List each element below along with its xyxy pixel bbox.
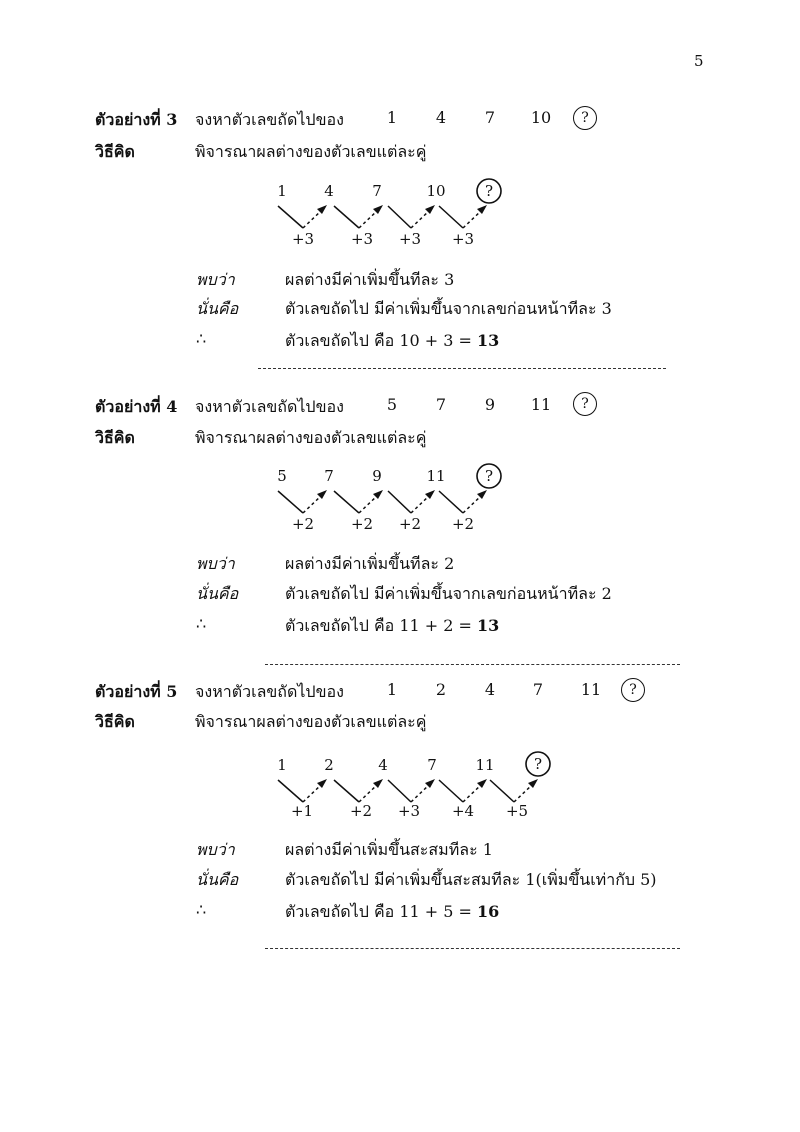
sequence-number: 2 — [324, 756, 334, 774]
arrow-heads — [317, 779, 538, 788]
sequence-number: 1 — [386, 108, 398, 127]
method-text: พิจารณาผลต่างของตัวเลขแต่ละคู่ — [195, 142, 427, 161]
method-text: พิจารณาผลต่างของตัวเลขแต่ละคู่ — [195, 428, 427, 447]
question-circle-icon — [477, 464, 501, 488]
answer: 13 — [477, 616, 500, 635]
difference-label: +2 — [451, 515, 475, 533]
found-label: พบว่า — [196, 270, 235, 289]
that-is-label: นั่นคือ — [196, 299, 239, 318]
dashed-arrows — [303, 784, 533, 802]
sequence-number: 10 — [530, 108, 552, 127]
difference-diagram — [0, 750, 800, 820]
sequence-number: 5 — [386, 395, 398, 414]
question-circle-icon: ? — [573, 392, 597, 416]
solid-lines — [278, 206, 463, 228]
sequence-number: 7 — [435, 395, 447, 414]
found-text: ผลต่างมีค่าเพิ่มขึ้นสะสมทีละ 1 — [285, 840, 493, 859]
separator-line — [265, 948, 680, 949]
sequence-number: 1 — [277, 756, 287, 774]
difference-label: +2 — [349, 802, 373, 820]
page-number: 5 — [694, 52, 704, 70]
solid-lines — [278, 491, 463, 513]
difference-label: +3 — [397, 802, 421, 820]
sequence-number: 11 — [426, 467, 446, 485]
sequence-number: 7 — [484, 108, 496, 127]
difference-label: +2 — [350, 515, 374, 533]
difference-label: +3 — [398, 230, 422, 248]
sequence-number: 11 — [530, 395, 552, 414]
question-circle-icon — [526, 752, 550, 776]
example-label: ตัวอย่างที่ 5 — [95, 682, 178, 701]
question-circle-icon: ? — [621, 678, 645, 702]
therefore-line: ตัวเลขถัดไป คือ 11 + 5 = 16 — [285, 902, 500, 921]
sequence-number: 4 — [435, 108, 447, 127]
difference-label: +3 — [291, 230, 315, 248]
question-text: จงหาตัวเลขถัดไปของ — [195, 110, 344, 129]
example-label: ตัวอย่างที่ 3 — [95, 110, 178, 129]
sequence-number: 7 — [324, 467, 334, 485]
sequence-number: 4 — [484, 680, 496, 699]
question-circle-icon: ? — [573, 106, 597, 130]
found-label: พบว่า — [196, 554, 235, 573]
separator-line — [265, 664, 680, 665]
separator-line — [258, 368, 666, 369]
example-label: ตัวอย่างที่ 4 — [95, 397, 178, 416]
sequence-number: 11 — [580, 680, 602, 699]
therefore-symbol: ∴ — [196, 614, 207, 633]
method-label: วิธีคิด — [95, 428, 135, 447]
question-text: จงหาตัวเลขถัดไปของ — [195, 397, 344, 416]
dashed-arrows — [303, 210, 482, 228]
that-is-text: ตัวเลขถัดไป มีค่าเพิ่มขึ้นสะสมทีละ 1(เพิ่มขึ้นเท่ากับ 5) — [285, 870, 657, 889]
sequence-number: 11 — [475, 756, 495, 774]
therefore-line: ตัวเลขถัดไป คือ 10 + 3 = 13 — [285, 331, 500, 350]
question-text: จงหาตัวเลขถัดไปของ — [195, 682, 344, 701]
found-label: พบว่า — [196, 840, 235, 859]
number-row — [277, 756, 494, 774]
sequence-number: 7 — [532, 680, 544, 699]
that-is-label: นั่นคือ — [196, 870, 239, 889]
difference-label: +2 — [398, 515, 422, 533]
method-text: พิจารณาผลต่างของตัวเลขแต่ละคู่ — [195, 712, 427, 731]
difference-label: +2 — [291, 515, 315, 533]
difference-row — [292, 230, 474, 248]
method-label: วิธีคิด — [95, 712, 135, 731]
difference-label: +3 — [451, 230, 475, 248]
svg-text:?: ? — [484, 467, 494, 485]
number-row — [277, 467, 445, 485]
that-is-text: ตัวเลขถัดไป มีค่าเพิ่มขึ้นจากเลขก่อนหน้าทีละ 2 — [285, 584, 612, 603]
method-label: วิธีคิด — [95, 142, 135, 161]
that-is-text: ตัวเลขถัดไป มีค่าเพิ่มขึ้นจากเลขก่อนหน้าทีละ 3 — [285, 299, 612, 318]
therefore-symbol: ∴ — [196, 900, 207, 919]
difference-label: +4 — [451, 802, 475, 820]
sequence-number: 9 — [484, 395, 496, 414]
svg-text:?: ? — [484, 182, 494, 200]
difference-label: +5 — [505, 802, 529, 820]
answer: 16 — [477, 902, 500, 921]
sequence-number: 1 — [386, 680, 398, 699]
svg-text:?: ? — [533, 755, 543, 773]
difference-row — [291, 802, 528, 820]
answer: 13 — [477, 331, 500, 350]
sequence-number: 5 — [277, 467, 287, 485]
sequence-number: 4 — [378, 756, 388, 774]
dashed-arrows — [303, 495, 482, 513]
sequence-number: 7 — [427, 756, 437, 774]
therefore-line: ตัวเลขถัดไป คือ 11 + 2 = 13 — [285, 616, 500, 635]
that-is-label: นั่นคือ — [196, 584, 239, 603]
found-text: ผลต่างมีค่าเพิ่มขึ้นทีละ 2 — [285, 554, 455, 573]
sequence-number: 7 — [372, 182, 382, 200]
difference-diagram — [0, 176, 800, 246]
sequence-number: 1 — [277, 182, 287, 200]
difference-label: +3 — [350, 230, 374, 248]
difference-label: +1 — [290, 802, 314, 820]
sequence-number: 2 — [435, 680, 447, 699]
sequence-number: 4 — [324, 182, 334, 200]
found-text: ผลต่างมีค่าเพิ่มขึ้นทีละ 3 — [285, 270, 455, 289]
therefore-symbol: ∴ — [196, 329, 207, 348]
sequence-number: 10 — [426, 182, 446, 200]
number-row — [277, 182, 445, 200]
question-circle-icon — [477, 179, 501, 203]
difference-row — [292, 515, 474, 533]
difference-diagram — [0, 461, 800, 531]
sequence-number: 9 — [372, 467, 382, 485]
